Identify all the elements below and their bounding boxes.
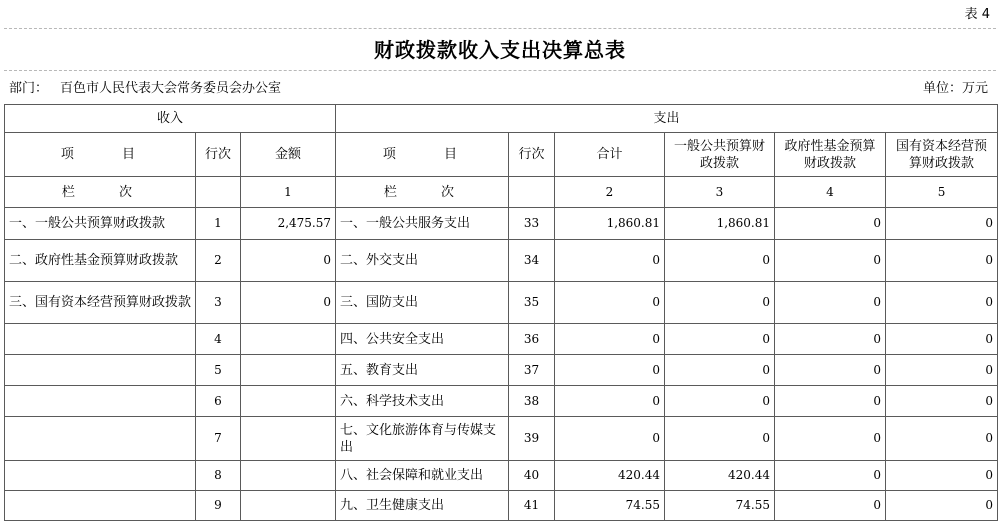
income-row-no: 5 (196, 355, 241, 386)
column-number-label-2: 栏 次 (383, 184, 475, 200)
state-capital-value: 0 (886, 240, 998, 282)
income-row-no: 1 (196, 208, 241, 240)
column-number-blank-2 (509, 177, 555, 208)
general-budget-header: 一般公共预算财政拨款 (665, 133, 775, 177)
total-value: 0 (555, 386, 665, 417)
general-value: 0 (665, 355, 775, 386)
income-amount (241, 461, 336, 491)
general-value: 420.44 (665, 461, 775, 491)
income-item (5, 491, 196, 521)
gov-fund-value: 0 (775, 491, 886, 521)
table-row (5, 417, 998, 461)
table-row (5, 240, 998, 282)
total-value: 420.44 (555, 461, 665, 491)
expense-item: 八、社会保障和就业支出 (336, 461, 509, 491)
income-item: 二、政府性基金预算财政拨款 (5, 240, 196, 282)
income-row-no: 3 (196, 282, 241, 324)
gov-fund-value: 0 (775, 324, 886, 355)
total-value: 0 (555, 417, 665, 461)
table-row (5, 386, 998, 417)
total-value: 1,860.81 (555, 208, 665, 240)
total-value: 0 (555, 324, 665, 355)
top-divider (4, 28, 996, 29)
column-number-1: 1 (241, 177, 336, 208)
title-divider (4, 70, 996, 71)
expense-row-no: 39 (509, 417, 555, 461)
column-number-4: 4 (775, 177, 886, 208)
expense-item: 五、教育支出 (336, 355, 509, 386)
income-row-no: 9 (196, 491, 241, 521)
table-row (5, 324, 998, 355)
income-item (5, 461, 196, 491)
column-number-5: 5 (886, 177, 998, 208)
state-capital-value: 0 (886, 282, 998, 324)
state-capital-value: 0 (886, 208, 998, 240)
expense-item: 七、文化旅游体育与传媒支出 (336, 417, 509, 461)
income-item (5, 355, 196, 386)
state-capital-value: 0 (886, 324, 998, 355)
income-row-no: 7 (196, 417, 241, 461)
table-row (5, 461, 998, 491)
table-row (5, 208, 998, 240)
income-amount: 0 (241, 240, 336, 282)
expense-row-no: 41 (509, 491, 555, 521)
income-item: 一、一般公共预算财政拨款 (5, 208, 196, 240)
total-header: 合计 (555, 133, 665, 177)
expense-item: 二、外交支出 (336, 240, 509, 282)
expense-row-no: 40 (509, 461, 555, 491)
income-amount: 2,475.57 (241, 208, 336, 240)
gov-fund-value: 0 (775, 386, 886, 417)
income-row-no: 4 (196, 324, 241, 355)
income-amount-header: 金额 (241, 133, 336, 177)
state-capital-value: 0 (886, 355, 998, 386)
income-amount (241, 417, 336, 461)
table-row (5, 491, 998, 521)
column-number-label: 栏 次 (61, 184, 153, 200)
expense-item-header: 项 目 (382, 147, 480, 162)
expense-item: 六、科学技术支出 (336, 386, 509, 417)
column-number-2: 2 (555, 177, 665, 208)
general-value: 0 (665, 417, 775, 461)
expense-item: 九、卫生健康支出 (336, 491, 509, 521)
income-row-no: 8 (196, 461, 241, 491)
budget-table (4, 104, 998, 521)
column-number-3: 3 (665, 177, 775, 208)
income-amount (241, 324, 336, 355)
general-value: 0 (665, 386, 775, 417)
expense-row-no: 37 (509, 355, 555, 386)
department-name: 百色市人民代表大会常务委员会办公室 (60, 81, 282, 96)
gov-fund-value: 0 (775, 240, 886, 282)
total-value: 0 (555, 240, 665, 282)
income-item (5, 324, 196, 355)
expense-row-no-header: 行次 (509, 133, 555, 177)
expense-item: 一、一般公共服务支出 (336, 208, 509, 240)
expense-row-no: 38 (509, 386, 555, 417)
table-row (5, 282, 998, 324)
general-value: 1,860.81 (665, 208, 775, 240)
income-section-header: 收入 (5, 105, 336, 133)
gov-fund-value: 0 (775, 208, 886, 240)
total-value: 0 (555, 282, 665, 324)
section-header-row (5, 105, 998, 133)
general-value: 0 (665, 324, 775, 355)
gov-fund-value: 0 (775, 355, 886, 386)
general-value: 0 (665, 282, 775, 324)
income-amount: 0 (241, 282, 336, 324)
state-capital-value: 0 (886, 491, 998, 521)
income-amount (241, 386, 336, 417)
total-value: 74.55 (555, 491, 665, 521)
department-label: 部门： (9, 81, 49, 96)
expense-row-no: 35 (509, 282, 555, 324)
expense-section-header: 支出 (336, 105, 998, 133)
column-number-blank (196, 177, 241, 208)
income-item (5, 417, 196, 461)
title-row (0, 30, 1000, 70)
income-item-header: 项 目 (60, 147, 158, 162)
general-value: 74.55 (665, 491, 775, 521)
income-row-no-header: 行次 (196, 133, 241, 177)
income-amount (241, 355, 336, 386)
income-row-no: 2 (196, 240, 241, 282)
state-capital-value: 0 (886, 461, 998, 491)
column-number-row (5, 177, 998, 208)
income-row-no: 6 (196, 386, 241, 417)
general-value: 0 (665, 240, 775, 282)
gov-fund-value: 0 (775, 461, 886, 491)
expense-row-no: 34 (509, 240, 555, 282)
expense-row-no: 33 (509, 208, 555, 240)
state-capital-value: 0 (886, 417, 998, 461)
income-item: 三、国有资本经营预算财政拨款 (5, 282, 196, 324)
gov-fund-value: 0 (775, 417, 886, 461)
expense-item: 四、公共安全支出 (336, 324, 509, 355)
column-header-row (5, 133, 998, 177)
expense-row-no: 36 (509, 324, 555, 355)
total-value: 0 (555, 355, 665, 386)
gov-fund-value: 0 (775, 282, 886, 324)
gov-fund-header: 政府性基金预算财政拨款 (775, 133, 886, 177)
state-capital-value: 0 (886, 386, 998, 417)
income-amount (241, 491, 336, 521)
state-capital-header: 国有资本经营预算财政拨款 (886, 133, 998, 177)
income-item (5, 386, 196, 417)
table-row (5, 355, 998, 386)
expense-item: 三、国防支出 (336, 282, 509, 324)
table-number: 表 4 (964, 7, 990, 22)
report-title: 财政拨款收入支出决算总表 (374, 38, 626, 62)
unit-label: 单位：万元 (922, 81, 988, 96)
department-line (9, 77, 281, 96)
